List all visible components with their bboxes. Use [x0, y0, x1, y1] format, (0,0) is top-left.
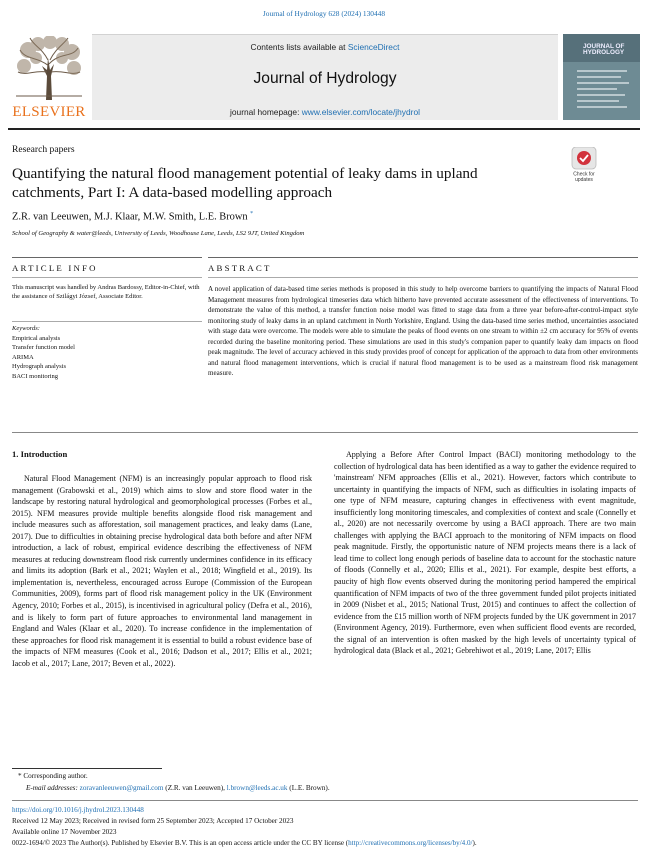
keywords-block	[12, 324, 200, 382]
copyright-text: 0022-1694/© 2023 The Author(s). Published by Elsevier B.V. This is an open access article under the CC BY license (	[12, 839, 349, 847]
elsevier-logo[interactable]	[10, 34, 86, 120]
cover-decoration	[577, 88, 617, 90]
divider	[208, 277, 638, 278]
abstract-text: A novel application of data-based time series methods is proposed in this study to help overcome barriers to quantifying the impacts of Natural Flood Management measures from hydrological timeseries data which hitherto have prevented accurate assessment of the effectiveness of interventions. To demonstrate the value of this method, a transfer function noise model was fitted to stage data from a three year before-after-control-impact style monitoring study of leaky dams in an upland catchment in North Yorkshire, England. Using the data-based time series method, uncertainties associated with stage data were overcome. The models were able to simulate the peaks of flood events on one stream to within ±2 cm accuracy for 95% of events recorded during the baseline monitoring period. These simulations are used in this study's companion paper to quantify leaky dam impacts on flood peak magnitude. The level of accuracy achieved in this study provides proof of concept for application of the approach to data from other environments and natural flood management interventions, which is crucial if natural flood management is to be used as a mainstream flood risk management measure.	[208, 285, 638, 377]
editor-note: This manuscript was handled by Andras Bardossy, Editor-in-Chief, with the assistance of Szilágyi József, Associate Editor.	[12, 284, 200, 301]
journal-citation[interactable]: Journal of Hydrology 628 (2024) 130448	[262, 9, 386, 18]
email-owner: (Z.R. van Leeuwen),	[165, 784, 225, 792]
header-divider	[8, 128, 640, 130]
email-label: E-mail addresses:	[26, 784, 78, 792]
keyword-item: Hydrograph analysis	[12, 363, 66, 371]
cover-decoration	[577, 76, 621, 78]
divider	[12, 257, 202, 258]
abstract-heading: ABSTRACT	[208, 263, 272, 273]
body-text-left-column: Natural Flood Management (NFM) is an increasingly popular approach to flood risk management (Grabowski et al., 2019) which aims to slow and store flood water in the landscape by restoring natural hydrological and geomorphological processes (Forbes et al., 2015). NFM measures provide multiple benefits alongside flood risk management and include measures such as afforestation, soil management practices, and leaky dams (Lane, 2017). Due to difficulties in obtaining precise hydrological data both before and after NFM introduction, a lack of robust, empirical evidence describing the effectiveness of NFM measures at reducing downstream flood risk currently undermines confidence in its efficacy and limits its adoption (Bark et al., 2021; Waylen et al., 2018; Wingfield et al., 2019). Its implementation is, nevertheless, encouraged across Europe (Commission of the European Communities, 2009), forms part of flood risk management policy in the UK (Environment Agency, 2010; Forbes et al., 2015), is incentivised in agricultural policy (Defra et al., 2016), and is likely to form part of future approaches to environmental land management in England and Wales (Klaar et al., 2020). To increase confidence in the implementation of these approaches for flood risk management it is essential to build a robust evidence base of the impacts of NFM measures (Cook et al., 2016; Dadson et al., 2017; Ellis et al., 2021; Iacob et al., 2017; Lane, 2017; Beven et al., 2022).	[12, 474, 312, 668]
keyword-item: Transfer function model	[12, 344, 75, 352]
doi-link[interactable]: https://doi.org/10.1016/j.jhydrol.2023.130448	[12, 806, 144, 814]
check-for-updates-button[interactable]	[567, 147, 601, 183]
footer-divider	[12, 800, 638, 801]
available-online-date: Available online 17 November 2023	[12, 828, 117, 836]
homepage-line	[92, 107, 558, 117]
body-text-right-column: Applying a Before After Control Impact (BACI) monitoring methodology to the collection of hydrological data has been identified as a way to gather the evidence required to 'mainstream' NFM approaches (Ellis et al., 2021). However, factors which contribute to uncertainty in quantifying the impacts of NFM, such as difficulties in isolating impacts of one type of NFM measure, capturing changes in effectiveness with event magnitude, insufficiently long monitoring timescales, and complexities of context and scale (Connelly et al., 2020) are not necessarily overcome by using a BACI approach. There are two main challenges with applying the BACI approach to the monitoring of NFM impacts on flood peak magnitude. Firstly, the opportunistic nature of NFM projects means there is a lack of lead time to collect long enough periods of baseline data to account for the stochastic nature of floods (Connelly et al., 2020; Ellis et al., 2021). For example, despite best efforts, a paucity of high flow events observed during the monitoring period hampered the empirical quantification of NFM impacts of two of the three government funded pilot projects initiated in 2009 (Nisbet et al., 2015; National Trust, 2015) and continues to affect the collection of evidence from the £15 million worth of NFM projects funded by the UK government in 2017 (Environment Agency, 2019). Furthermore, even when sufficient flood events are recorded, the signal of an intervention is often masked by the high levels of uncertainty typical of hydrological data (Black et al., 2021; Gebrehiwot et al., 2019; Lane, 2017; Ellis	[334, 450, 636, 656]
cover-title: JOURNAL OF HYDROLOGY	[583, 43, 625, 56]
check-updates-icon	[567, 147, 601, 183]
check-updates-label-2: updates	[575, 177, 593, 183]
email-link[interactable]: l.brown@leeds.ac.uk	[226, 784, 288, 792]
sciencedirect-link[interactable]: ScienceDirect	[347, 42, 400, 52]
divider	[12, 277, 202, 278]
keyword-item: BACI monitoring	[12, 372, 59, 380]
divider	[12, 432, 638, 433]
divider	[12, 321, 202, 322]
cover-decoration	[577, 106, 627, 108]
cover-decoration	[577, 70, 627, 72]
journal-header	[8, 34, 640, 122]
section-heading-introduction: 1. Introduction	[12, 449, 68, 459]
check-updates-label-1: Check for	[573, 171, 595, 178]
affiliation: School of Geography & water@leeds, University of Leeds, Woodhouse Lane, Leeds, LS2 9JT, United Kingdom	[12, 230, 305, 237]
journal-cover-image[interactable]	[563, 34, 640, 120]
keyword-item: ARIMA	[12, 353, 34, 361]
journal-banner	[92, 34, 558, 120]
received-dates: Received 12 May 2023; Received in revised form 25 September 2023; Accepted 17 October 2023	[12, 817, 294, 825]
keywords-title: Keywords:	[12, 325, 40, 332]
divider	[208, 257, 638, 258]
contents-line	[92, 42, 558, 52]
homepage-prefix: journal homepage:	[230, 107, 302, 117]
journal-homepage-link[interactable]: www.elsevier.com/locate/jhydrol	[301, 107, 420, 117]
email-addresses	[26, 784, 330, 792]
section-label: Research papers	[12, 144, 75, 155]
corresponding-author-mark[interactable]: *	[250, 211, 254, 217]
article-info-heading: ARTICLE INFO	[12, 263, 98, 273]
elsevier-wordmark: ELSEVIER	[12, 104, 86, 120]
email-owner: (L.E. Brown).	[289, 784, 330, 792]
corresponding-author-note: * Corresponding author.	[18, 772, 88, 780]
copyright-line	[12, 839, 477, 847]
copyright-suffix: ).	[472, 839, 477, 847]
article-title: Quantifying the natural flood management potential of leaky dams in upland catchments, Part I: A data-based modelling approach	[12, 165, 478, 201]
elsevier-tree-icon	[16, 36, 82, 100]
contents-prefix: Contents lists available at	[250, 42, 348, 52]
author-names: Z.R. van Leeuwen, M.J. Klaar, M.W. Smith, L.E. Brown	[12, 211, 248, 223]
cover-decoration	[577, 82, 629, 84]
journal-title: Journal of Hydrology	[253, 70, 397, 87]
keyword-item: Empirical analysis	[12, 334, 61, 342]
cover-decoration	[577, 100, 619, 102]
license-link[interactable]: http://creativecommons.org/licenses/by/4.0/	[348, 839, 473, 847]
author-list	[12, 211, 253, 222]
footnote-divider	[12, 768, 162, 769]
email-link[interactable]: zoravanleeuwen@gmail.com	[79, 784, 164, 792]
cover-decoration	[577, 94, 625, 96]
